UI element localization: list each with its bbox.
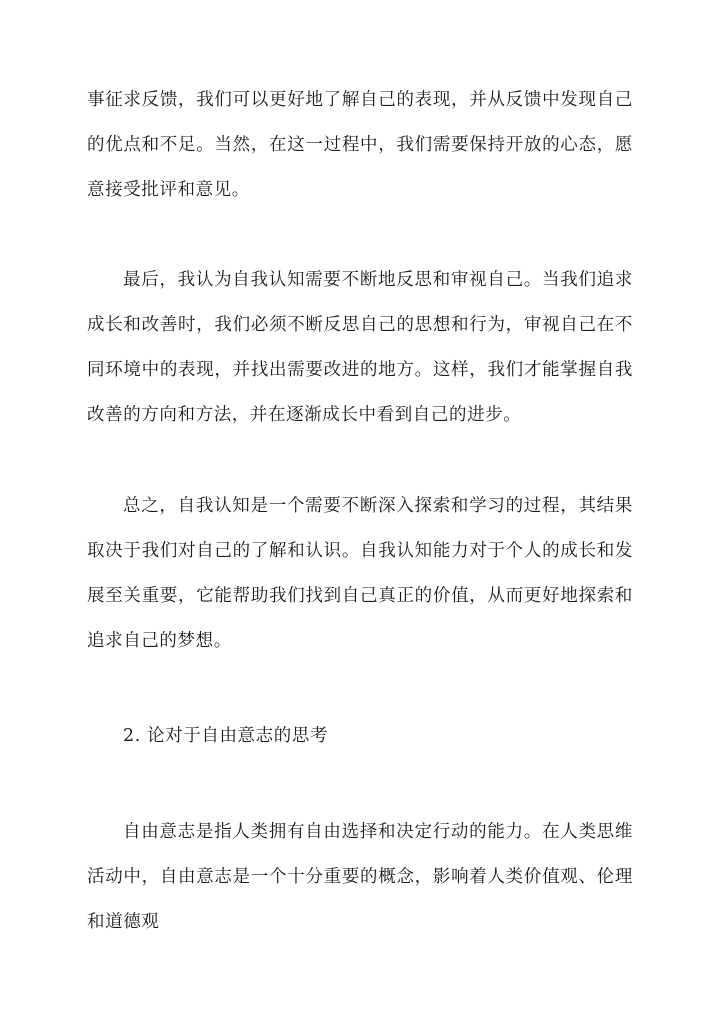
section-heading-free-will: 2. 论对于自由意志的思考 [123, 726, 329, 746]
paragraph-conclusion: 总之，自我认知是一个需要不断深入探索和学习的过程，其结果取决于我们对自己的了解和认识。自我认知能力对于个人的成长和发展至关重要，它能帮助我们找到自己真正的价值，从而更好地探索和追求自己的梦想。 [87, 496, 633, 651]
paragraph-reflection: 最后，我认为自我认知需要不断地反思和审视自己。当我们追求成长和改善时，我们必须不断反思自己的思想和行为，审视自己在不同环境中的表现，并找出需要改进的地方。这样，我们才能掌握自我改善的方向和方法，并在逐渐成长中看到自己的进步。 [87, 270, 633, 425]
paragraph-free-will-intro: 自由意志是指人类拥有自由选择和决定行动的能力。在人类思维活动中，自由意志是一个十分重要的概念，影响着人类价值观、伦理和道德观 [87, 822, 633, 932]
paragraph-feedback: 事征求反馈，我们可以更好地了解自己的表现，并从反馈中发现自己的优点和不足。当然，在这一过程中，我们需要保持开放的心态，愿意接受批评和意见。 [87, 90, 633, 200]
